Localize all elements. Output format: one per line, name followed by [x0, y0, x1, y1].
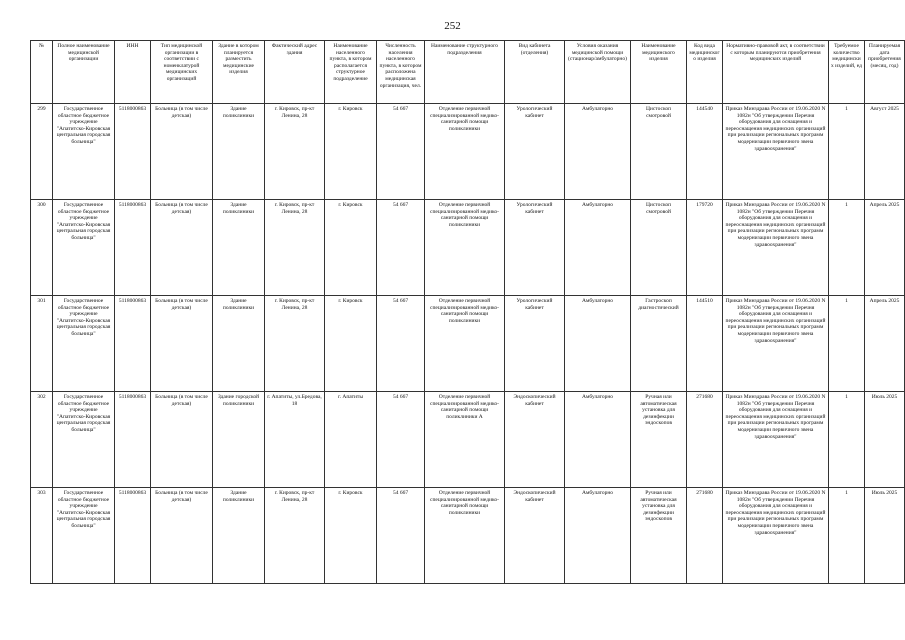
- cell-num: 303: [31, 488, 53, 584]
- cell-qty: 1: [829, 200, 865, 296]
- cell-address: г. Кировск, пр-кт Ленина, 28: [265, 200, 325, 296]
- cell-locality: г. Кировск: [325, 296, 377, 392]
- col-header-building: Здание в котором планируется разместить медицинские изделия: [213, 41, 265, 104]
- cell-conditions: Амбулаторно: [565, 296, 631, 392]
- cell-qty: 1: [829, 488, 865, 584]
- cell-date: Август 2025: [865, 104, 905, 200]
- cell-population: 54 667: [377, 488, 425, 584]
- cell-device: Цистоскоп смотровой: [631, 200, 687, 296]
- cell-conditions: Амбулаторно: [565, 392, 631, 488]
- cell-address: г. Кировск, пр-кт Ленина, 28: [265, 104, 325, 200]
- table-row: [31, 488, 905, 584]
- cell-unit: Отделение первичной специализированной медико-санитарной помощи поликлиники: [425, 200, 505, 296]
- cell-num: 300: [31, 200, 53, 296]
- cell-population: 54 667: [377, 104, 425, 200]
- cell-type: Больница (в том числе детская): [151, 392, 213, 488]
- cell-qty: 1: [829, 296, 865, 392]
- cell-locality: г. Кировск: [325, 488, 377, 584]
- cell-unit: Отделение первичной специализированной медико-санитарной помощи поликлиники А: [425, 392, 505, 488]
- cell-act: Приказ Минздрава России от 19.06.2020 N 1082н "Об утверждении Перечня оборудования для оснащения и переоснащения медицинских организаций при реализации региональных программ модернизации первичного звена здравоохранения": [723, 200, 829, 296]
- cell-code: 144510: [687, 296, 723, 392]
- cell-address: г. Апатиты, ул.Бредова, 18: [265, 392, 325, 488]
- cell-cabinet: Урологический кабинет: [505, 104, 565, 200]
- cell-locality: г. Кировск: [325, 104, 377, 200]
- cell-act: Приказ Минздрава России от 19.06.2020 N 1082н "Об утверждении Перечня оборудования для оснащения и переоснащения медицинских организаций при реализации региональных программ модернизации первичного звена здравоохранения": [723, 296, 829, 392]
- cell-building: Здание поликлиники: [213, 296, 265, 392]
- col-header-unit: Наименование структурного подразделения: [425, 41, 505, 104]
- cell-num: 302: [31, 392, 53, 488]
- table-row: [31, 392, 905, 488]
- cell-conditions: Амбулаторно: [565, 104, 631, 200]
- cell-code: 144540: [687, 104, 723, 200]
- cell-org: Государственное областное бюджетное учреждение "Апатитско-Кировская центральная городская больница": [53, 200, 115, 296]
- cell-num: 299: [31, 104, 53, 200]
- cell-building: Здание поликлиники: [213, 104, 265, 200]
- cell-cabinet: Урологический кабинет: [505, 200, 565, 296]
- cell-qty: 1: [829, 104, 865, 200]
- cell-building: Здание городской поликлиники: [213, 392, 265, 488]
- cell-device: Цистоскоп смотровой: [631, 104, 687, 200]
- cell-population: 54 667: [377, 392, 425, 488]
- cell-date: Июль 2025: [865, 392, 905, 488]
- cell-type: Больница (в том числе детская): [151, 488, 213, 584]
- col-header-type: Тип медицинской организации в соответствии с номенклатурой медицинских организаций: [151, 41, 213, 104]
- cell-inn: 5118000863: [115, 392, 151, 488]
- equipment-table: [30, 40, 905, 584]
- cell-code: 271680: [687, 392, 723, 488]
- cell-population: 54 667: [377, 296, 425, 392]
- cell-org: Государственное областное бюджетное учреждение "Апатитско-Кировская центральная городская больница": [53, 392, 115, 488]
- cell-locality: г. Апатиты: [325, 392, 377, 488]
- cell-date: Апрель 2025: [865, 200, 905, 296]
- col-header-qty: Требуемое количество медицинских изделий, ед: [829, 41, 865, 104]
- cell-qty: 1: [829, 392, 865, 488]
- table-row: [31, 104, 905, 200]
- cell-device: Гастроскоп диагностический: [631, 296, 687, 392]
- cell-act: Приказ Минздрава России от 19.06.2020 N 1082н "Об утверждении Перечня оборудования для оснащения и переоснащения медицинских организаций при реализации региональных программ модернизации первичного звена здравоохранения": [723, 392, 829, 488]
- cell-num: 301: [31, 296, 53, 392]
- table-row: [31, 200, 905, 296]
- col-header-conditions: Условия оказания медицинской помощи (стационар/амбулаторно): [565, 41, 631, 104]
- cell-inn: 5118000863: [115, 488, 151, 584]
- col-header-date: Планируемая дата приобретения (месяц, год): [865, 41, 905, 104]
- cell-address: г. Кировск, пр-кт Ленина, 28: [265, 296, 325, 392]
- cell-date: Июль 2025: [865, 488, 905, 584]
- cell-cabinet: Эндоскопический кабинет: [505, 488, 565, 584]
- cell-conditions: Амбулаторно: [565, 200, 631, 296]
- cell-locality: г. Кировск: [325, 200, 377, 296]
- cell-org: Государственное областное бюджетное учреждение "Апатитско-Кировская центральная городская больница": [53, 488, 115, 584]
- cell-inn: 5118000863: [115, 104, 151, 200]
- cell-date: Апрель 2025: [865, 296, 905, 392]
- cell-act: Приказ Минздрава России от 19.06.2020 N 1082н "Об утверждении Перечня оборудования для оснащения и переоснащения медицинских организаций при реализации региональных программ модернизации первичного звена здравоохранения": [723, 104, 829, 200]
- cell-unit: Отделение первичной специализированной медико-санитарной помощи поликлиники: [425, 296, 505, 392]
- cell-type: Больница (в том числе детская): [151, 296, 213, 392]
- cell-building: Здание поликлиники: [213, 488, 265, 584]
- cell-device: Ручная или автоматическая установка для дезинфекции эндоскопов: [631, 488, 687, 584]
- cell-building: Здание поликлиники: [213, 200, 265, 296]
- cell-unit: Отделение первичной специализированной медико-санитарной помощи поликлиники: [425, 104, 505, 200]
- page-number: 252: [444, 20, 461, 32]
- cell-device: Ручная или автоматическая установка для дезинфекции эндоскопов: [631, 392, 687, 488]
- col-header-population: Численность населения населенного пункта, в котором расположена медицинская организация, чел.: [377, 41, 425, 104]
- cell-code: 271680: [687, 488, 723, 584]
- cell-population: 54 667: [377, 200, 425, 296]
- table-row: [31, 296, 905, 392]
- col-header-address: Фактический адрес здания: [265, 41, 325, 104]
- cell-act: Приказ Минздрава России от 19.06.2020 N 1082н "Об утверждении Перечня оборудования для оснащения и переоснащения медицинских организаций при реализации региональных программ модернизации первичного звена здравоохранения": [723, 488, 829, 584]
- cell-inn: 5118000863: [115, 296, 151, 392]
- cell-cabinet: Эндоскопический кабинет: [505, 392, 565, 488]
- cell-inn: 5118000863: [115, 200, 151, 296]
- col-header-act: Нормативно-правовой акт, в соответствии с которым планируются приобретения медицинских изделий: [723, 41, 829, 104]
- col-header-org: Полное наименование медицинской организации: [53, 41, 115, 104]
- cell-cabinet: Урологический кабинет: [505, 296, 565, 392]
- col-header-cabinet: Вид кабинета (отделения): [505, 41, 565, 104]
- cell-code: 179720: [687, 200, 723, 296]
- table-header-row: [31, 41, 905, 104]
- col-header-device: Наименование медицинского изделия: [631, 41, 687, 104]
- cell-type: Больница (в том числе детская): [151, 104, 213, 200]
- col-header-code: Код вида медицинского изделия: [687, 41, 723, 104]
- cell-address: г. Кировск, пр-кт Ленина, 28: [265, 488, 325, 584]
- col-header-locality: Наименование населенного пункта, в котором располагается структурное подразделение: [325, 41, 377, 104]
- cell-org: Государственное областное бюджетное учреждение "Апатитско-Кировская центральная городская больница": [53, 104, 115, 200]
- cell-org: Государственное областное бюджетное учреждение "Апатитско-Кировская центральная городская больница": [53, 296, 115, 392]
- cell-type: Больница (в том числе детская): [151, 200, 213, 296]
- col-header-inn: ИНН: [115, 41, 151, 104]
- cell-unit: Отделение первичной специализированной медико-санитарной помощи поликлиники: [425, 488, 505, 584]
- col-header-num: №: [31, 41, 53, 104]
- cell-conditions: Амбулаторно: [565, 488, 631, 584]
